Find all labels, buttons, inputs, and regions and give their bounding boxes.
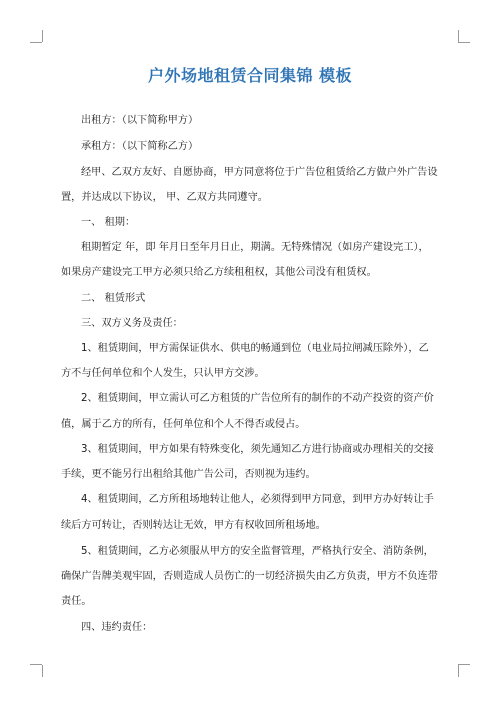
section-heading: 一、 租期： [81, 217, 136, 228]
lessor-line: 出租方：（以下简称甲方） [81, 115, 199, 126]
section-heading: 二、 租赁形式 [81, 293, 146, 304]
paragraph-line: 2、租赁期间，甲立需认可乙方租赁的广告位所有的制作的不动产投资的资产价 [81, 393, 434, 404]
crop-mark-bottom-left-v [42, 665, 43, 677]
paragraph-line: 租期暂定 年，即 年月日至年月日止，期满。无特殊情况（如房产建设完工）， [81, 242, 429, 253]
paragraph-line: 续后方可转让，否则转达让无效，甲方有权收回所租场地。 [61, 520, 326, 531]
lessee-line: 承租方：（以下简称乙方） [81, 141, 199, 152]
crop-mark-top-left-h [30, 42, 42, 43]
paragraph-line: 如果房产建设完工甲方必须只给乙方续租租权，其他公司没有租赁权。 [61, 267, 377, 278]
crop-mark-top-left-v [42, 30, 43, 42]
paragraph-line: 手续，更不能另行出租给其他广告公司，否则视为违约。 [61, 469, 316, 480]
paragraph-line: 5、租赁期间，乙方必须服从甲方的安全监督管理，严格执行安全、消防条例， [81, 546, 434, 557]
crop-mark-bottom-right-v [458, 665, 459, 677]
paragraph-line: 确保广告牌美观牢固，否则造成人员伤亡的一切经济损失由乙方负责，甲方不负连带 [61, 571, 438, 582]
section-heading: 四、违约责任： [81, 622, 153, 633]
crop-mark-top-right-v [458, 30, 459, 42]
paragraph-line: 责任。 [61, 596, 92, 607]
paragraph-line: 方不与任何单位和个人发生，只认甲方交涉。 [61, 368, 265, 379]
crop-mark-bottom-left-h [30, 664, 42, 665]
paragraph-line: 3、租赁期间，甲方如果有特殊变化，须先通知乙方进行协商或办理相关的交接 [81, 444, 434, 455]
document-title: 户外场地租赁合同集锦 模板 [147, 66, 353, 85]
crop-mark-top-right-h [458, 42, 470, 43]
paragraph-line: 置，并达成以下协议， 甲、乙双方共同遵守。 [61, 192, 268, 203]
paragraph-line: 1、租赁期间，甲方需保证供水、供电的畅通到位（电业局拉闸减压除外），乙 [81, 343, 429, 354]
paragraph-line: 4、租赁期间，乙方所租场地转让他人，必须得到甲方同意，到甲方办好转让手 [81, 494, 434, 505]
paragraph-line: 经甲、乙双方友好、自愿协商，甲方同意将位于广告位租赁给乙方做户外广告设 [81, 167, 438, 178]
paragraph-line: 值，属于乙方的所有，任何单位和个人不得否或侵占。 [61, 419, 306, 430]
section-heading: 三、双方义务及责任： [81, 318, 183, 329]
crop-mark-bottom-right-h [458, 664, 470, 665]
